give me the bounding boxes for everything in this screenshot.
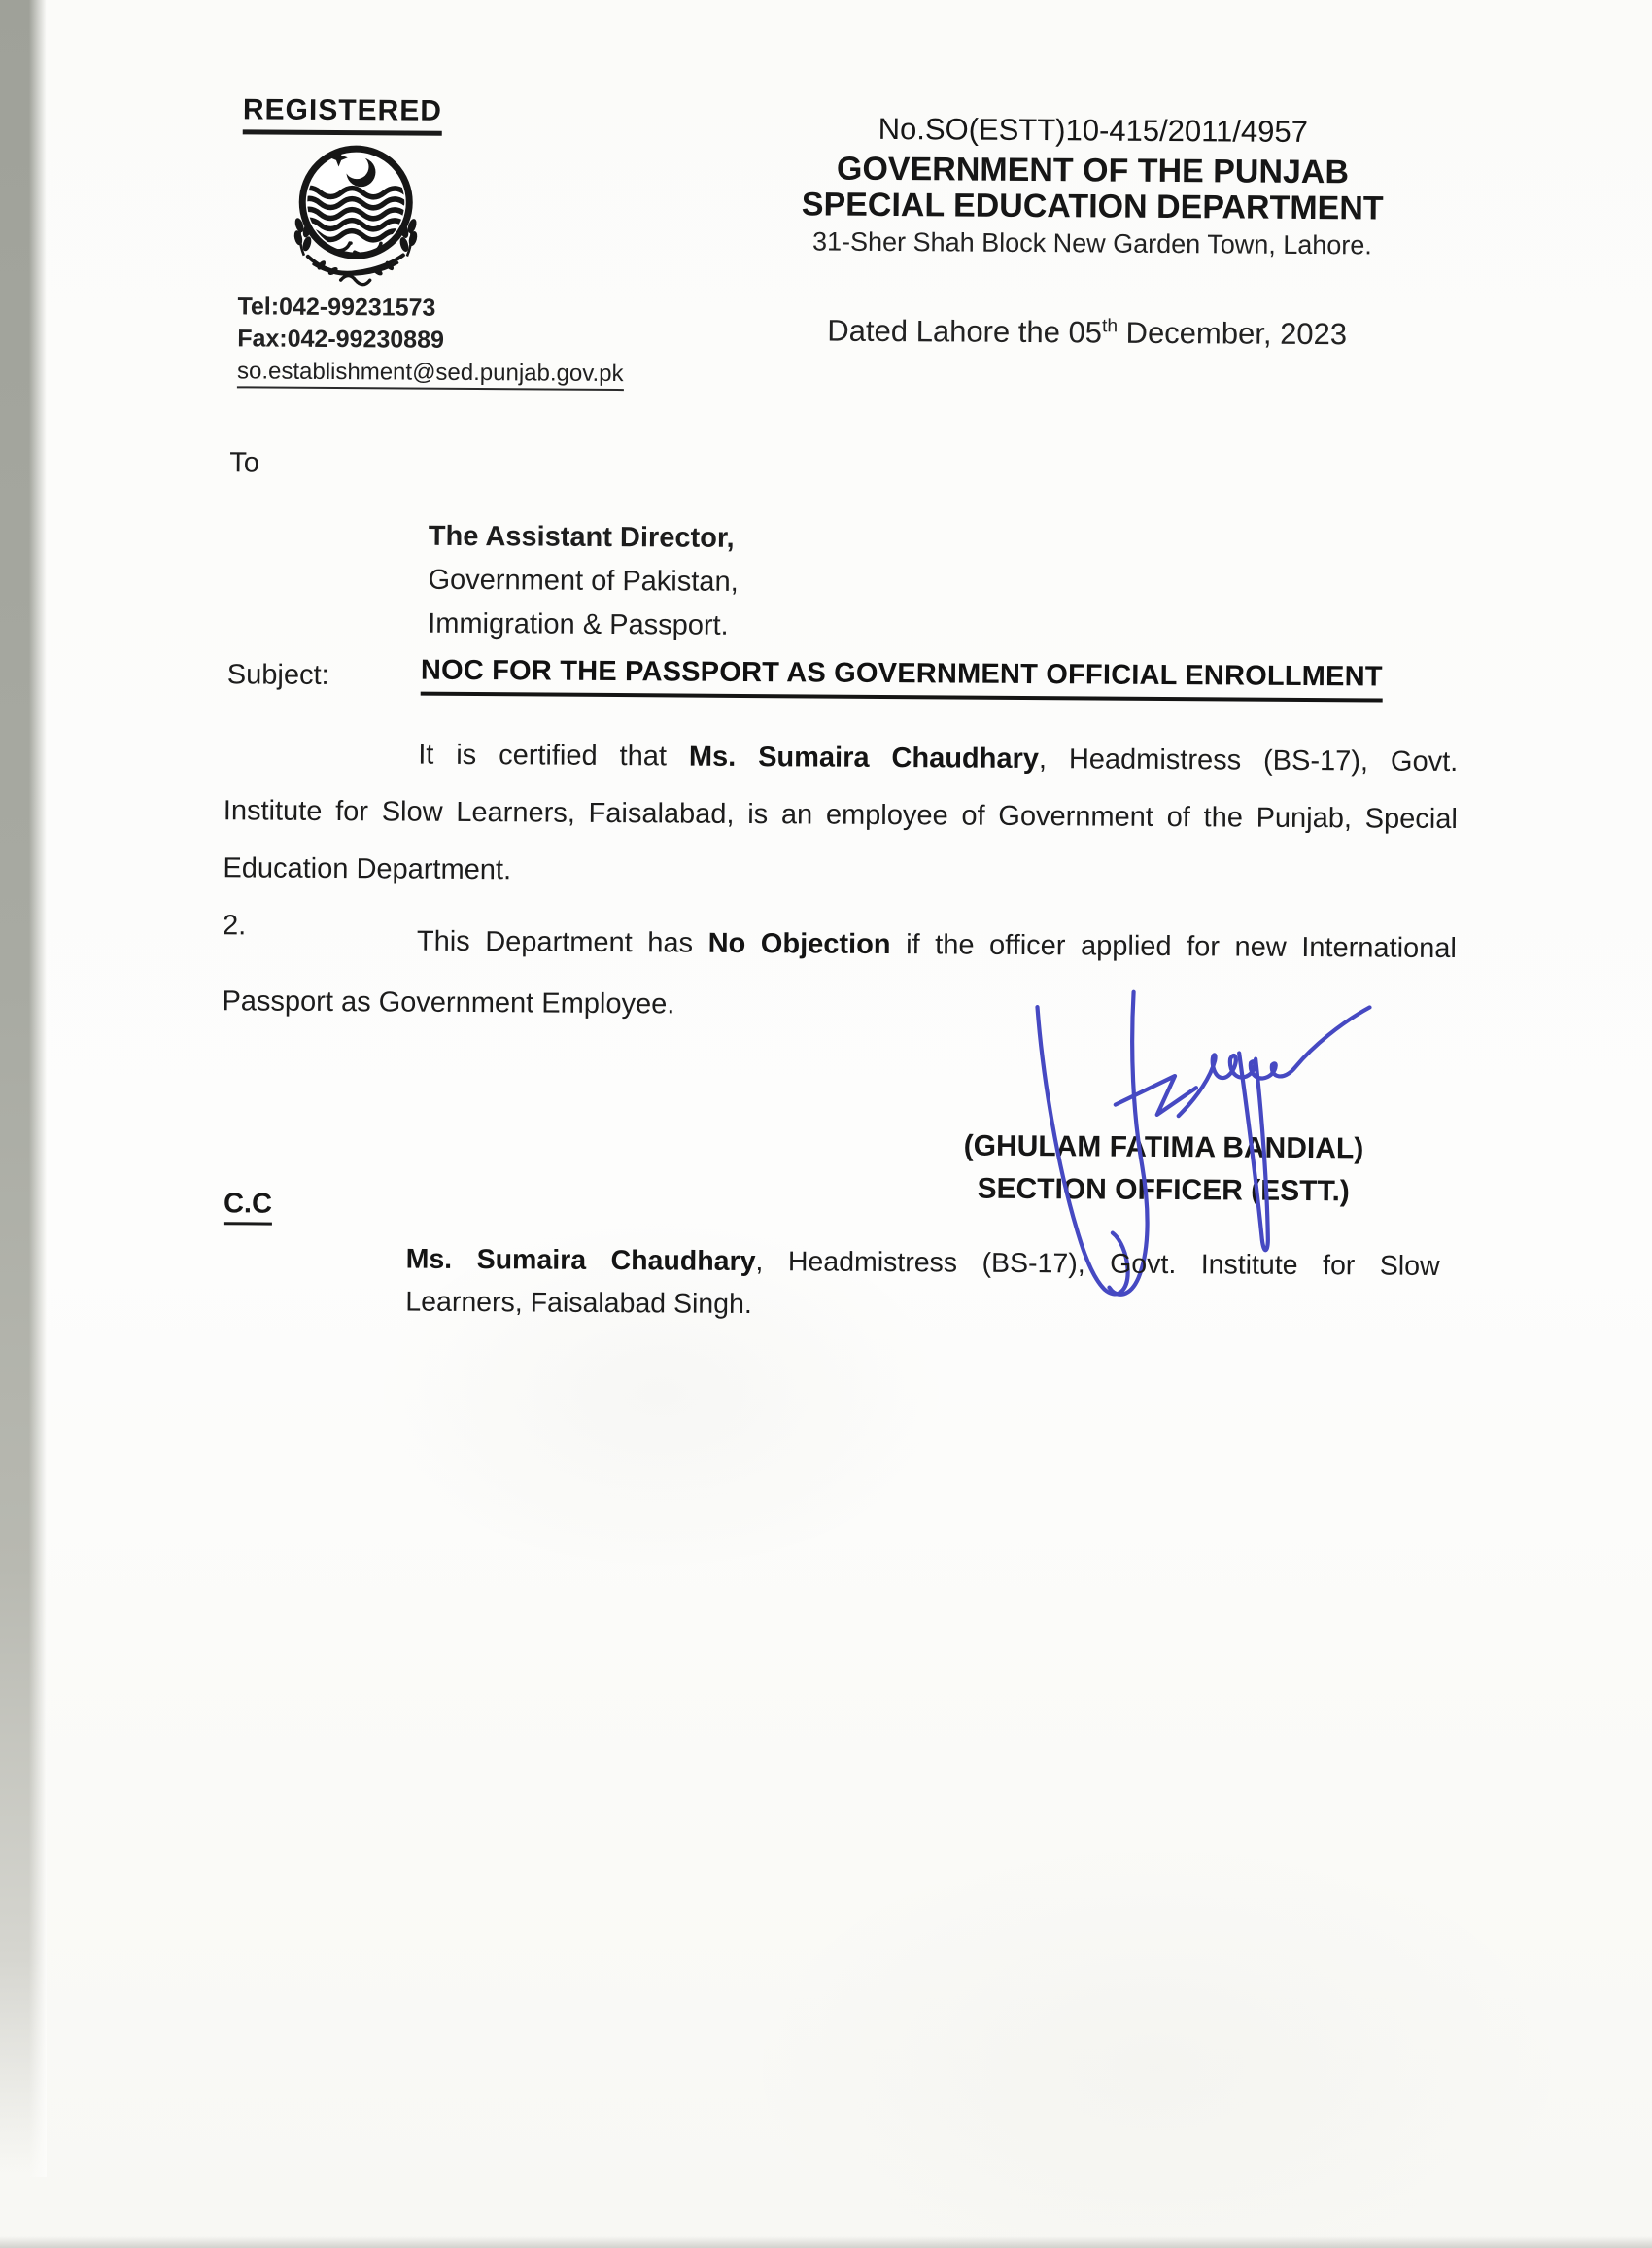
no-objection-paragraph: 2. This Department has No Objection if the officer applied for new International Passport as Government Employee. <box>222 910 1458 1020</box>
paragraph-number: 2. <box>222 910 247 942</box>
letter-date: Dated Lahore the 05th December, 2023 <box>827 313 1348 352</box>
department-title: SPECIAL EDUCATION DEPARTMENT <box>801 186 1384 227</box>
recipient-line: Government of Pakistan, <box>428 564 739 598</box>
punjab-government-logo-icon <box>283 137 430 290</box>
subject-label: Subject: <box>226 659 329 691</box>
recipient-block <box>428 515 739 648</box>
reference-number: No.SO(ESTT)10-415/2011/4957 <box>878 111 1309 150</box>
fax-number: Fax:042-99230889 <box>237 325 445 354</box>
government-title: GOVERNMENT OF THE PUNJAB <box>836 150 1350 191</box>
registered-label: REGISTERED <box>243 93 442 135</box>
employee-name: Ms. Sumaira Chaudhary <box>688 741 1040 776</box>
salutation-to: To <box>229 447 260 479</box>
date-ordinal-superscript: th <box>1101 316 1119 337</box>
cc-employee-name: Ms. Sumaira Chaudhary <box>405 1243 756 1278</box>
cc-label: C.C <box>224 1188 272 1225</box>
scanner-bottom-edge <box>0 2236 1652 2248</box>
cc-recipient: Ms. Sumaira Chaudhary, Headmistress (BS-17), Govt. Institute for Slow Learners, Faisalabad Singh. <box>405 1243 1440 1321</box>
subject-title: NOC FOR THE PASSPORT AS GOVERNMENT OFFICIAL ENROLLMENT <box>421 655 1383 703</box>
signatory-title: SECTION OFFICER (ESTT.) <box>977 1172 1350 1208</box>
signatory-block <box>949 1124 1378 1213</box>
signatory-name: (GHULAM FATIMA BANDIAL) <box>963 1129 1364 1165</box>
letterhead <box>757 111 1428 261</box>
recipient-line: Immigration & Passport. <box>428 607 729 641</box>
email-address: so.establishment@sed.punjab.gov.pk <box>237 358 624 391</box>
certification-paragraph: It is certified that Ms. Sumaira Chaudhary, Headmistress (BS-17), Govt. Institute for Slow Learners, Faisalabad, is an employee of Government of the Punjab, Special Education Department. <box>223 739 1459 886</box>
telephone-number: Tel:042-99231573 <box>237 293 436 322</box>
department-address: 31-Sher Shah Block New Garden Town, Lahore. <box>811 226 1372 260</box>
no-objection-emphasis: No Objection <box>707 927 891 961</box>
recipient-title: The Assistant Director, <box>428 520 735 554</box>
